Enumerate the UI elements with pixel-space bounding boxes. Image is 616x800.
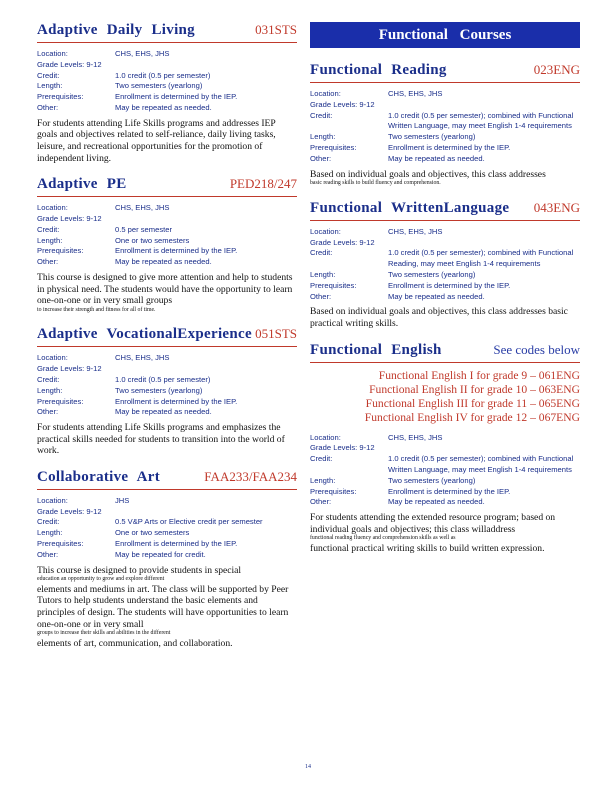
info-label: Grade Levels: 9-12 bbox=[37, 506, 102, 516]
course-block bbox=[37, 469, 297, 650]
info-row bbox=[37, 353, 297, 364]
info-row bbox=[37, 203, 297, 214]
course-description bbox=[310, 169, 580, 188]
course-description bbox=[37, 565, 297, 650]
info-value: Two semesters (yearlong) bbox=[388, 132, 476, 142]
info-row bbox=[310, 497, 580, 508]
info-row bbox=[37, 225, 297, 236]
course-block bbox=[310, 200, 580, 330]
section-banner: Functional Courses bbox=[310, 22, 580, 48]
info-value bbox=[388, 100, 580, 111]
course-header bbox=[310, 342, 580, 363]
info-value bbox=[388, 443, 580, 454]
info-value: Two semesters (yearlong) bbox=[388, 475, 476, 485]
info-value: JHS bbox=[115, 495, 130, 505]
info-label: Grade Levels: 9-12 bbox=[310, 443, 375, 453]
info-value bbox=[115, 214, 297, 225]
description-text: elements and mediums in art. The class will be supported by Peer Tutors to help students understand the basic elements and principles of design. The students will have opportunities to learn one-on-one or in very small bbox=[37, 583, 289, 630]
info-label: Length: bbox=[310, 475, 336, 485]
info-row bbox=[310, 248, 580, 270]
course-code: 051STS bbox=[255, 326, 297, 342]
info-row bbox=[310, 443, 580, 454]
info-label: Credit: bbox=[310, 248, 333, 258]
course-description bbox=[310, 306, 580, 329]
info-value bbox=[115, 364, 297, 375]
info-label: Other: bbox=[310, 497, 332, 507]
info-row bbox=[37, 49, 297, 60]
info-row bbox=[310, 143, 580, 154]
info-value: Enrollment is determined by the IEP. bbox=[115, 396, 238, 406]
info-value: 0.5 per semester bbox=[115, 224, 172, 234]
course-code: 023ENG bbox=[533, 62, 580, 77]
course-block bbox=[310, 62, 580, 188]
course-block bbox=[37, 176, 297, 314]
info-label: Credit: bbox=[37, 374, 60, 384]
info-value: 1.0 credit (0.5 per semester); combined with Functional Written Language, may meet English 1-4 requirements bbox=[388, 454, 574, 474]
info-row bbox=[310, 433, 580, 444]
info-label: Location: bbox=[37, 49, 68, 58]
course-title: Functional WrittenLanguage bbox=[310, 199, 510, 216]
course-title: Collaborative Art bbox=[37, 468, 160, 485]
info-label: Grade Levels: 9-12 bbox=[310, 99, 375, 109]
info-row bbox=[37, 550, 297, 561]
info-value: CHS, EHS, JHS bbox=[115, 203, 170, 213]
info-label: Prerequisites: bbox=[310, 280, 357, 290]
info-row bbox=[37, 103, 297, 114]
info-label: Prerequisites: bbox=[310, 486, 357, 496]
info-row bbox=[310, 111, 580, 133]
info-label: Grade Levels: 9-12 bbox=[310, 237, 375, 247]
info-value bbox=[388, 238, 580, 249]
info-value: Enrollment is determined by the IEP. bbox=[388, 280, 511, 290]
info-value: 1.0 credit (0.5 per semester) bbox=[115, 374, 211, 384]
info-label: Length: bbox=[310, 269, 336, 279]
info-row bbox=[37, 539, 297, 550]
info-row bbox=[310, 454, 580, 476]
info-row bbox=[37, 214, 297, 225]
course-info bbox=[310, 433, 580, 509]
info-row bbox=[310, 227, 580, 238]
course-info bbox=[310, 89, 580, 165]
info-value: May be repeated as needed. bbox=[388, 497, 485, 507]
course-code: PED218/247 bbox=[229, 176, 297, 192]
description-text: elements of art, communication, and collaboration. bbox=[37, 637, 233, 649]
info-value: May be repeated as needed. bbox=[115, 102, 212, 112]
info-value: 0.5 V&P Arts or Elective credit per semester bbox=[115, 517, 263, 527]
subcode-line: Functional English IV for grade 12 – 067ENG bbox=[364, 410, 580, 424]
info-value: Enrollment is determined by the IEP. bbox=[115, 539, 238, 549]
info-value: Two semesters (yearlong) bbox=[388, 269, 476, 279]
info-label: Prerequisites: bbox=[37, 246, 84, 256]
description-text: For students attending Life Skills programs and addresses IEP goals and objectives related to self-reliance, daily living tasks, leisure, and recreational opportunities for the promotion of independent living. bbox=[37, 117, 276, 164]
right-column bbox=[310, 22, 580, 566]
info-label: Other: bbox=[310, 153, 332, 163]
course-block bbox=[310, 342, 580, 555]
info-label: Other: bbox=[37, 257, 59, 267]
info-row bbox=[37, 364, 297, 375]
info-row bbox=[37, 81, 297, 92]
info-row bbox=[310, 476, 580, 487]
info-label: Credit: bbox=[37, 224, 60, 234]
info-value: Enrollment is determined by the IEP. bbox=[115, 92, 238, 102]
description-text: This course is designed to provide students in special bbox=[37, 564, 242, 576]
course-title: Adaptive PE bbox=[37, 176, 127, 193]
info-label: Location: bbox=[37, 353, 68, 363]
info-label: Length: bbox=[37, 385, 63, 395]
info-value: Two semesters (yearlong) bbox=[115, 385, 203, 395]
info-label: Prerequisites: bbox=[37, 396, 84, 406]
subcode-line: Functional English II for grade 10 – 063ENG bbox=[369, 382, 580, 396]
info-row bbox=[310, 281, 580, 292]
course-code: See codes below bbox=[493, 341, 580, 357]
info-value bbox=[115, 60, 297, 71]
left-column bbox=[37, 22, 297, 661]
info-row bbox=[37, 407, 297, 418]
info-row bbox=[37, 496, 297, 507]
info-row bbox=[37, 92, 297, 103]
course-code: 031STS bbox=[255, 22, 297, 37]
info-label: Length: bbox=[310, 132, 336, 142]
info-row bbox=[310, 89, 580, 100]
course-header bbox=[310, 200, 580, 221]
info-label: Length: bbox=[37, 528, 63, 538]
info-label: Credit: bbox=[310, 110, 333, 120]
description-text: Based on individual goals and objectives, this class addresses basic practical writing skills. bbox=[310, 306, 568, 329]
info-label: Prerequisites: bbox=[37, 92, 84, 102]
course-info bbox=[37, 49, 297, 114]
info-label: Prerequisites: bbox=[37, 539, 84, 549]
info-label: Location: bbox=[310, 432, 341, 442]
info-value: CHS, EHS, JHS bbox=[115, 49, 170, 58]
info-label: Length: bbox=[37, 81, 63, 91]
info-label: Grade Levels: 9-12 bbox=[37, 364, 102, 374]
info-value: May be repeated as needed. bbox=[388, 291, 485, 301]
info-value: 1.0 credit (0.5 per semester); combined with Functional Reading, may meet English 1-4 requirements bbox=[388, 248, 574, 269]
info-value: Enrollment is determined by the IEP. bbox=[388, 142, 511, 152]
course-title: Functional Reading bbox=[310, 62, 447, 78]
info-value: May be repeated for credit. bbox=[115, 549, 206, 559]
info-value: One or two semesters bbox=[115, 235, 190, 245]
info-row bbox=[37, 60, 297, 71]
description-fineprint: functional reading fluency and comprehension skills as well as bbox=[310, 535, 456, 542]
course-description bbox=[37, 272, 297, 314]
info-value: May be repeated as needed. bbox=[115, 407, 212, 417]
course-title: Adaptive Daily Living bbox=[37, 22, 195, 38]
info-row bbox=[310, 270, 580, 281]
course-code: FAA233/FAA234 bbox=[204, 468, 297, 484]
info-value bbox=[115, 507, 297, 518]
info-row bbox=[37, 517, 297, 528]
info-label: Credit: bbox=[37, 517, 60, 527]
course-block bbox=[37, 326, 297, 457]
info-value: CHS, EHS, JHS bbox=[388, 226, 443, 236]
subcode-line: Functional English III for grade 11 – 065ENG bbox=[365, 396, 580, 410]
info-label: Location: bbox=[310, 89, 341, 98]
info-label: Credit: bbox=[310, 454, 333, 464]
info-row bbox=[37, 257, 297, 268]
info-value: 1.0 credit (0.5 per semester); combined with Functional Written Language, may meet English 1-4 requirements bbox=[388, 110, 574, 131]
course-header bbox=[37, 469, 297, 490]
info-row bbox=[37, 397, 297, 408]
info-row bbox=[310, 132, 580, 143]
course-info bbox=[37, 203, 297, 268]
course-title: Adaptive VocationalExperience bbox=[37, 326, 252, 343]
info-label: Other: bbox=[37, 407, 59, 417]
info-value: CHS, EHS, JHS bbox=[388, 89, 443, 98]
info-label: Length: bbox=[37, 235, 63, 245]
course-description bbox=[37, 118, 297, 164]
info-row bbox=[310, 238, 580, 249]
info-value: 1.0 credit (0.5 per semester) bbox=[115, 70, 211, 80]
description-text: For students attending the extended resource program; based on individual goals and objectives; this class willaddress bbox=[310, 512, 556, 535]
info-label: Location: bbox=[37, 203, 68, 213]
info-value: One or two semesters bbox=[115, 528, 190, 538]
info-label: Other: bbox=[37, 102, 59, 112]
course-header bbox=[37, 22, 297, 43]
info-value: Enrollment is determined by the IEP. bbox=[388, 486, 511, 496]
description-fineprint: education an opportunity to grow and explore different bbox=[37, 576, 165, 583]
info-label: Credit: bbox=[37, 70, 60, 80]
info-label: Grade Levels: 9-12 bbox=[37, 213, 102, 223]
description-fineprint: groups to increase their skills and abilities in the different bbox=[37, 630, 171, 637]
info-value: Two semesters (yearlong) bbox=[115, 81, 203, 91]
course-info bbox=[37, 496, 297, 561]
description-fineprint: to increase their strength and fitness for all of time. bbox=[37, 306, 156, 313]
info-label: Location: bbox=[37, 495, 68, 505]
info-label: Other: bbox=[310, 291, 332, 301]
course-header bbox=[37, 176, 297, 197]
info-row bbox=[310, 100, 580, 111]
info-row bbox=[310, 154, 580, 165]
info-value: May be repeated as needed. bbox=[388, 153, 485, 163]
subcode-line: Functional English I for grade 9 – 061ENG bbox=[378, 368, 580, 382]
info-row bbox=[310, 292, 580, 303]
course-description bbox=[310, 512, 580, 554]
description-text: functional practical writing skills to build written expression. bbox=[310, 542, 545, 554]
info-row bbox=[37, 507, 297, 518]
info-row bbox=[37, 528, 297, 539]
info-row bbox=[37, 236, 297, 247]
description-text: This course is designed to give more attention and help to students in physical need. The students would have the opportunity to learn one-on-one or in very small groups bbox=[37, 271, 293, 307]
course-code: 043ENG bbox=[533, 199, 580, 215]
info-label: Other: bbox=[37, 549, 59, 559]
info-label: Location: bbox=[310, 226, 341, 236]
info-value: Enrollment is determined by the IEP. bbox=[115, 246, 238, 256]
info-row bbox=[37, 386, 297, 397]
description-text: For students attending Life Skills programs and emphasizes the practical skills needed for students to transition into the world of work. bbox=[37, 422, 285, 457]
info-label: Prerequisites: bbox=[310, 142, 357, 152]
page-number: 14 bbox=[305, 764, 311, 770]
course-header bbox=[310, 62, 580, 83]
course-header bbox=[37, 326, 297, 347]
info-row bbox=[37, 375, 297, 386]
info-label: Grade Levels: 9-12 bbox=[37, 59, 102, 69]
course-info bbox=[310, 227, 580, 303]
info-value: CHS, EHS, JHS bbox=[388, 432, 443, 442]
info-value: May be repeated as needed. bbox=[115, 257, 212, 267]
course-block bbox=[37, 22, 297, 164]
description-text: Based on individual goals and objectives, this class addresses bbox=[310, 168, 546, 180]
info-value: CHS, EHS, JHS bbox=[115, 353, 170, 363]
info-row bbox=[37, 71, 297, 82]
course-info bbox=[37, 353, 297, 418]
info-row bbox=[37, 246, 297, 257]
course-title: Functional English bbox=[310, 341, 442, 358]
course-subcodes bbox=[310, 369, 580, 425]
description-fineprint: basic reading skills to build fluency and comprehension. bbox=[310, 180, 441, 187]
info-row bbox=[310, 487, 580, 498]
course-description bbox=[37, 422, 297, 457]
